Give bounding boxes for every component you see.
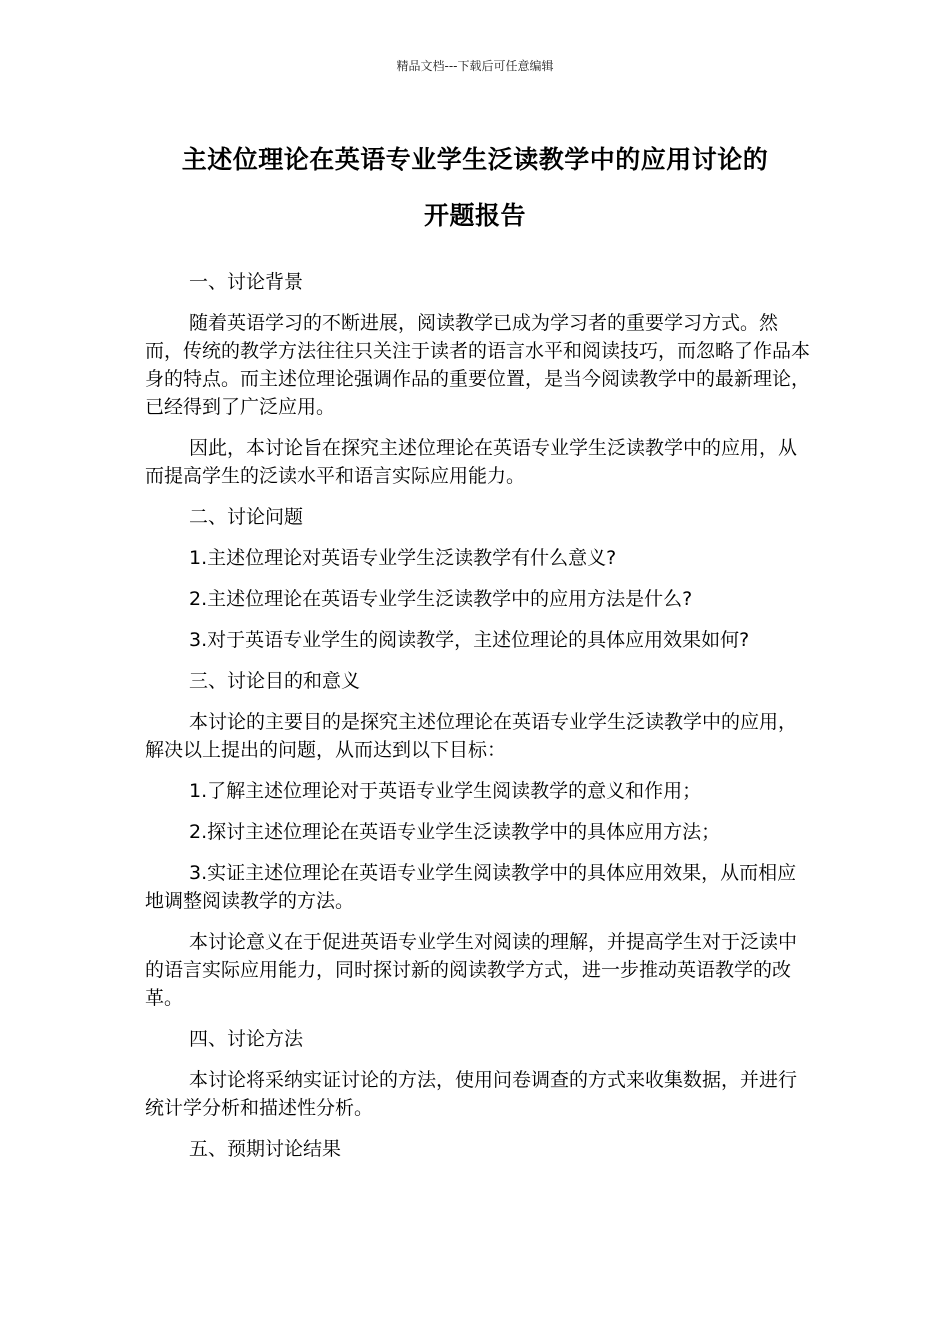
paragraph-purpose-intro: 本讨论的主要目的是探究主述位理论在英语专业学生泛读教学中的应用，解决以上提出的问题，从而达到以下目标： bbox=[145, 711, 798, 761]
goal-item-3: 3.实证主述位理论在英语专业学生阅读教学中的具体应用效果，从而相应地调整阅读教学的方法。 bbox=[145, 862, 797, 912]
goal-item-1: 1.了解主述位理论对于英语专业学生阅读教学的意义和作用； bbox=[189, 780, 702, 802]
document-title bbox=[130, 132, 820, 244]
section-heading-method: 四、讨论方法 bbox=[189, 1028, 304, 1050]
title-line-2: 开题报告 bbox=[423, 201, 526, 230]
goal-item-2: 2.探讨主述位理论在英语专业学生泛读教学中的具体应用方法； bbox=[189, 821, 721, 843]
section-heading-questions: 二、讨论问题 bbox=[189, 506, 304, 528]
paragraph-background-1: 随着英语学习的不断进展，阅读教学已成为学习者的重要学习方式。然而，传统的教学方法往往只关注于读者的语言水平和阅读技巧，而忽略了作品本身的特点。而主述位理论强调作品的重要位置，是当今阅读教学中的最新理论，已经得到了广泛应用。 bbox=[145, 312, 811, 418]
paragraph-significance: 本讨论意义在于促进英语专业学生对阅读的理解，并提高学生对于泛读中的语言实际应用能力，同时探讨新的阅读教学方式，进一步推动英语教学的改革。 bbox=[145, 931, 798, 1009]
section-heading-background: 一、讨论背景 bbox=[189, 271, 304, 293]
question-item-3: 3.对于英语专业学生的阅读教学，主述位理论的具体应用效果如何? bbox=[189, 629, 750, 651]
document-body bbox=[145, 268, 810, 1176]
section-heading-expected-results: 五、预期讨论结果 bbox=[189, 1138, 342, 1160]
question-item-1: 1.主述位理论对英语专业学生泛读教学有什么意义? bbox=[189, 547, 617, 569]
title-line-1: 主述位理论在英语专业学生泛读教学中的应用讨论的 bbox=[181, 145, 769, 174]
paragraph-method: 本讨论将采纳实证讨论的方法，使用问卷调查的方式来收集数据，并进行统计学分析和描述性分析。 bbox=[145, 1069, 798, 1119]
question-item-2: 2.主述位理论在英语专业学生泛读教学中的应用方法是什么? bbox=[189, 588, 693, 610]
section-heading-purpose: 三、讨论目的和意义 bbox=[189, 670, 361, 692]
header-note: 精品文档---下载后可任意编辑 bbox=[396, 59, 554, 73]
paragraph-background-2: 因此，本讨论旨在探究主述位理论在英语专业学生泛读教学中的应用，从而提高学生的泛读水平和语言实际应用能力。 bbox=[145, 437, 798, 487]
